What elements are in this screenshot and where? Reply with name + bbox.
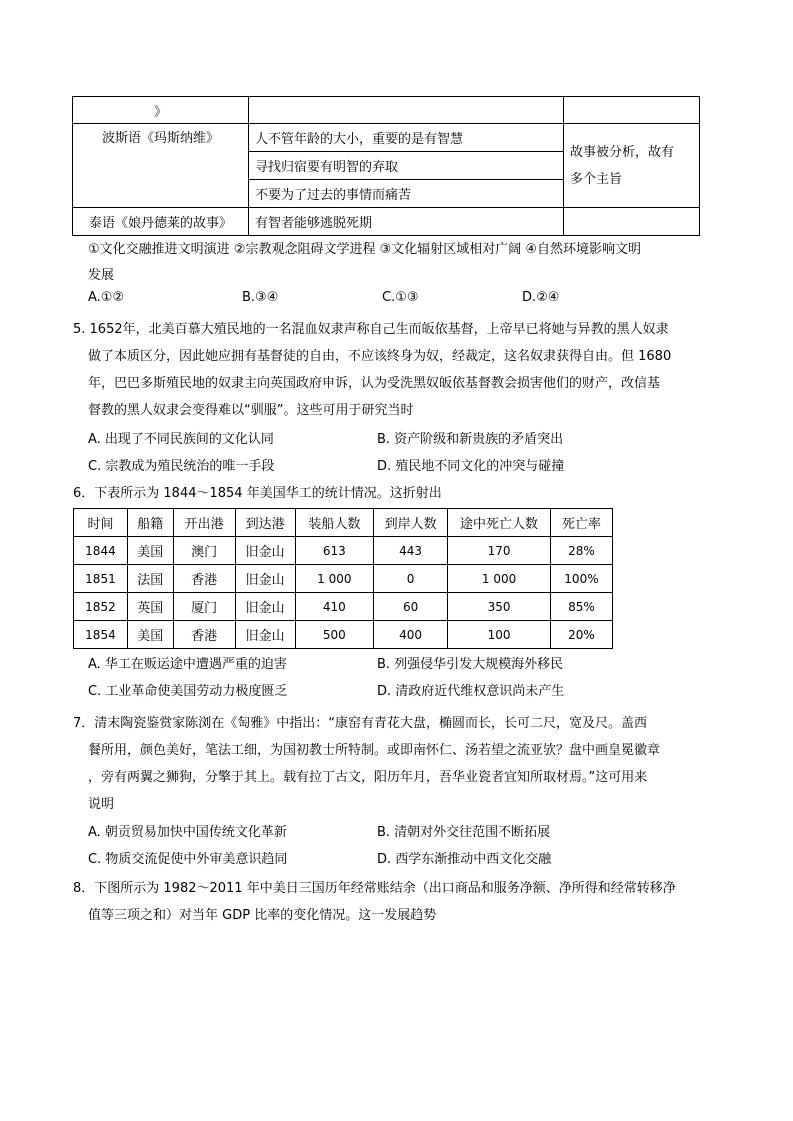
table-cell: 旧金山 [235, 593, 295, 621]
table-cell: 1851 [74, 565, 128, 593]
cell-line: 多个主旨 [570, 171, 623, 187]
literature-table [72, 96, 700, 236]
q4-option-b: B.③④ [242, 290, 279, 305]
table-row [74, 565, 613, 593]
table-cell [564, 97, 700, 124]
table-row [74, 537, 613, 565]
table-row [73, 97, 700, 124]
table-cell: 1 000 [295, 565, 373, 593]
table-cell: 613 [295, 537, 373, 565]
table-cell: 厦门 [173, 593, 235, 621]
table-cell: 美国 [127, 621, 173, 649]
q5-option-b: B. 资产阶级和新贵族的矛盾突出 [377, 432, 564, 447]
table-cell: 20% [550, 621, 612, 649]
table-cell: 泰语《娘丹德莱的故事》 [73, 208, 249, 236]
q5-stem-cont: 年，巴巴多斯殖民地的奴隶主向英国政府申诉，认为受洗黑奴皈依基督教会损害他们的财产，改信基 [88, 376, 661, 391]
table-row [73, 208, 700, 236]
q7-stem-cont: ，旁有两翼之狮狗，分擎于其上。载有拉丁古文，阳历年月，吾华业瓷者宜知所取材焉。”这可用来 [88, 770, 648, 785]
table-cell: 443 [373, 537, 447, 565]
q5-option-a: A. 出现了不同民族间的文化认同 [88, 432, 274, 447]
table-cell: 香港 [173, 621, 235, 649]
table-row [74, 593, 613, 621]
table-cell [564, 208, 700, 236]
q7-stem-cont: 说明 [88, 797, 115, 812]
table-cell: 1852 [74, 593, 128, 621]
table-cell: 500 [295, 621, 373, 649]
table-cell: 60 [373, 593, 447, 621]
table-row [73, 124, 700, 152]
q5-option-c: C. 宗教成为殖民统治的唯一手段 [88, 459, 275, 474]
q5-option-d: D. 殖民地不同文化的冲突与碰撞 [377, 459, 565, 474]
table-cell: 不要为了过去的事情而痛苦 [249, 180, 564, 208]
table-cell: 波斯语《玛斯纳维》 [73, 124, 249, 208]
column-header: 到岸人数 [373, 509, 447, 537]
column-header: 开出港 [173, 509, 235, 537]
table-cell: 400 [373, 621, 447, 649]
table-cell: 350 [448, 593, 551, 621]
q5-stem-cont: 督教的黑人奴隶会变得难以“驯服”。这些可用于研究当时 [88, 403, 414, 418]
q4-option-a: A.①② [88, 290, 125, 305]
q5-stem: 5. 1652年，北美百慕大殖民地的一名混血奴隶声称自己生而皈依基督，上帝早已将她与异教的黑人奴隶 [73, 322, 669, 337]
q6-option-a: A. 华工在贩运途中遭遇严重的迫害 [88, 657, 287, 672]
table-row [74, 621, 613, 649]
table-cell: 28% [550, 537, 612, 565]
table-cell: 410 [295, 593, 373, 621]
table-cell: 》 [73, 97, 249, 124]
column-header: 死亡率 [550, 509, 612, 537]
q6-option-c: C. 工业革命使美国劳动力极度匮乏 [88, 684, 288, 699]
table-cell: 英国 [127, 593, 173, 621]
q8-stem-cont: 值等三项之和）对当年 GDP 比率的变化情况。这一发展趋势 [88, 908, 437, 923]
column-header: 途中死亡人数 [448, 509, 551, 537]
q4-statements-cont: 发展 [88, 268, 115, 283]
q6-stem: 6．下表所示为 1844～1854 年美国华工的统计情况。这折射出 [73, 486, 442, 501]
table-cell: 1 000 [448, 565, 551, 593]
table-cell: 法国 [127, 565, 173, 593]
column-header: 时间 [74, 509, 128, 537]
table-cell: 寻找归宿要有明智的弃取 [249, 152, 564, 180]
table-cell: 100 [448, 621, 551, 649]
table-cell: 旧金山 [235, 537, 295, 565]
table-cell: 美国 [127, 537, 173, 565]
q4-option-d: D.②④ [522, 290, 560, 305]
table-cell: 人不管年龄的大小，重要的是有智慧 [249, 124, 564, 152]
column-header: 到达港 [235, 509, 295, 537]
table-cell: 85% [550, 593, 612, 621]
q7-option-c: C. 物质交流促使中外审美意识趋同 [88, 852, 288, 867]
table-cell [249, 97, 564, 124]
chinese-laborers-table [73, 508, 613, 649]
q6-option-d: D. 清政府近代维权意识尚未产生 [377, 684, 565, 699]
q5-stem-cont: 做了本质区分，因此她应拥有基督徒的自由，不应该终身为奴，经裁定，这名奴隶获得自由。但 1680 [88, 349, 672, 364]
table-cell: 有智者能够逃脱死期 [249, 208, 564, 236]
q7-option-d: D. 西学东渐推动中西文化交融 [377, 852, 552, 867]
q8-stem: 8．下图所示为 1982～2011 年中美日三国历年经常账结余（出口商品和服务净额、净所得和经常转移净 [73, 881, 676, 896]
table-cell: 旧金山 [235, 621, 295, 649]
cell-line: 故事被分析，故有 [570, 144, 675, 160]
q7-option-b: B. 清朝对外交往范围不断拓展 [377, 825, 551, 840]
table-cell: 旧金山 [235, 565, 295, 593]
table-header-row [74, 509, 613, 537]
q7-stem: 7．清末陶瓷鉴赏家陈浏在《匋雅》中指出：“康窑有青花大盘，椭圆而长，长可二尺，宽及尺。盖西 [73, 716, 648, 731]
q7-stem-cont: 餐所用，颜色美好，笔法工细，为国初教士所特制。或即南怀仁、汤若望之流亚欤？盘中画皇冕徽章 [88, 743, 661, 758]
table-cell: 100% [550, 565, 612, 593]
table-cell: 香港 [173, 565, 235, 593]
q7-option-a: A. 朝贡贸易加快中国传统文化革新 [88, 825, 287, 840]
table-cell: 0 [373, 565, 447, 593]
table-cell: 1854 [74, 621, 128, 649]
q4-option-c: C.①③ [382, 290, 419, 305]
q6-option-b: B. 列强侵华引发大规模海外移民 [377, 657, 564, 672]
table-cell [564, 124, 700, 208]
q4-statements: ①文化交融推进文明演进 ②宗教观念阻碍文学进程 ③文化辐射区域相对广阔 ④自然环境影响文明 [88, 242, 642, 257]
table-cell: 澳门 [173, 537, 235, 565]
table-cell: 1844 [74, 537, 128, 565]
column-header: 船籍 [127, 509, 173, 537]
table-cell: 170 [448, 537, 551, 565]
column-header: 装船人数 [295, 509, 373, 537]
